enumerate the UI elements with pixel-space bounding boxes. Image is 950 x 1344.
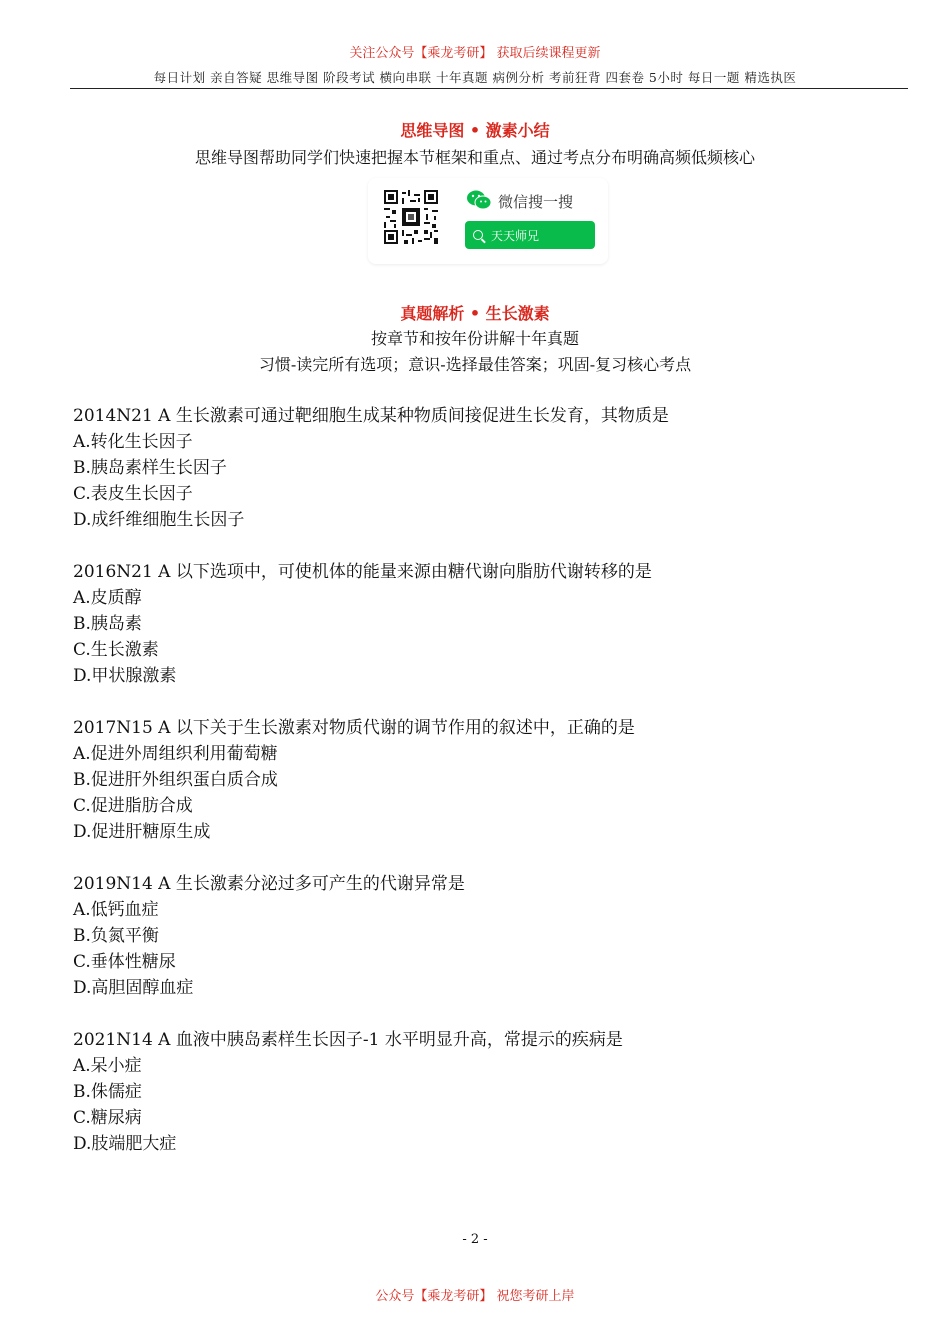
question-stem: 2014N21 A 生长激素可通过靶细胞生成某种物质间接促进生长发育，其物质是 <box>73 406 669 426</box>
question-option: B.促进肝外组织蛋白质合成 <box>73 770 278 790</box>
question-item <box>73 871 893 1001</box>
exam-subtitle-1: 按章节和按年份讲解十年真题 <box>370 329 579 348</box>
wechat-icon <box>466 190 492 210</box>
wechat-search-text: 天天师兄 <box>491 228 540 243</box>
question-option: C.垂体性糖尿 <box>73 952 176 972</box>
exam-title: 真题解析 • 生长激素 <box>400 304 550 323</box>
wechat-search-label: 微信搜一搜 <box>498 193 574 211</box>
question-stem: 2017N15 A 以下关于生长激素对物质代谢的调节作用的叙述中，正确的是 <box>73 718 635 738</box>
page-number: - 2 - <box>462 1232 488 1247</box>
exam-subtitle-2: 习惯-读完所有选项；意识-选择最佳答案；巩固-复习核心考点 <box>258 355 692 374</box>
question-option: D.高胆固醇血症 <box>73 978 194 998</box>
wechat-search-box[interactable] <box>465 221 595 249</box>
search-icon <box>473 230 483 240</box>
question-option: B.胰岛素 <box>73 614 142 634</box>
question-list <box>73 403 893 1183</box>
question-option: B.胰岛素样生长因子 <box>73 458 227 478</box>
question-item <box>73 1027 893 1157</box>
question-option: A.转化生长因子 <box>73 432 193 452</box>
question-option: B.负氮平衡 <box>73 926 159 946</box>
header-banner: 关注公众号【乘龙考研】 获取后续课程更新 <box>349 46 601 61</box>
question-option: A.呆小症 <box>73 1056 142 1076</box>
question-option: A.皮质醇 <box>73 588 142 608</box>
footer-text: 公众号【乘龙考研】 祝您考研上岸 <box>375 1289 575 1304</box>
question-option: C.生长激素 <box>73 640 159 660</box>
header-divider <box>70 88 908 89</box>
qr-code-icon <box>384 190 438 244</box>
question-option: D.甲状腺激素 <box>73 666 177 686</box>
question-stem: 2021N14 A 血液中胰岛素样生长因子-1 水平明显升高，常提示的疾病是 <box>73 1030 623 1050</box>
question-item <box>73 559 893 689</box>
question-option: C.表皮生长因子 <box>73 484 193 504</box>
question-option: D.促进肝糖原生成 <box>73 822 211 842</box>
header-nav-text: 每日计划 亲自答疑 思维导图 阶段考试 横向串联 十年真题 病例分析 考前狂背 四套卷 5小时 每日一题 精选执医 <box>153 70 797 85</box>
question-stem: 2019N14 A 生长激素分泌过多可产生的代谢异常是 <box>73 874 465 894</box>
question-item <box>73 715 893 845</box>
question-option: A.低钙血症 <box>73 900 159 920</box>
question-option: B.侏儒症 <box>73 1082 142 1102</box>
wechat-search-card[interactable] <box>368 178 608 264</box>
question-option: D.成纤维细胞生长因子 <box>73 510 245 530</box>
question-option: C.糖尿病 <box>73 1108 142 1128</box>
question-option: D.肢端肥大症 <box>73 1134 177 1154</box>
question-option: C.促进脂肪合成 <box>73 796 193 816</box>
mindmap-title: 思维导图 • 激素小结 <box>400 121 550 140</box>
question-item <box>73 403 893 533</box>
question-stem: 2016N21 A 以下选项中，可使机体的能量来源由糖代谢向脂肪代谢转移的是 <box>73 562 652 582</box>
question-option: A.促进外周组织利用葡萄糖 <box>73 744 278 764</box>
mindmap-subtitle: 思维导图帮助同学们快速把握本节框架和重点、通过考点分布明确高频低频核心 <box>194 148 755 167</box>
